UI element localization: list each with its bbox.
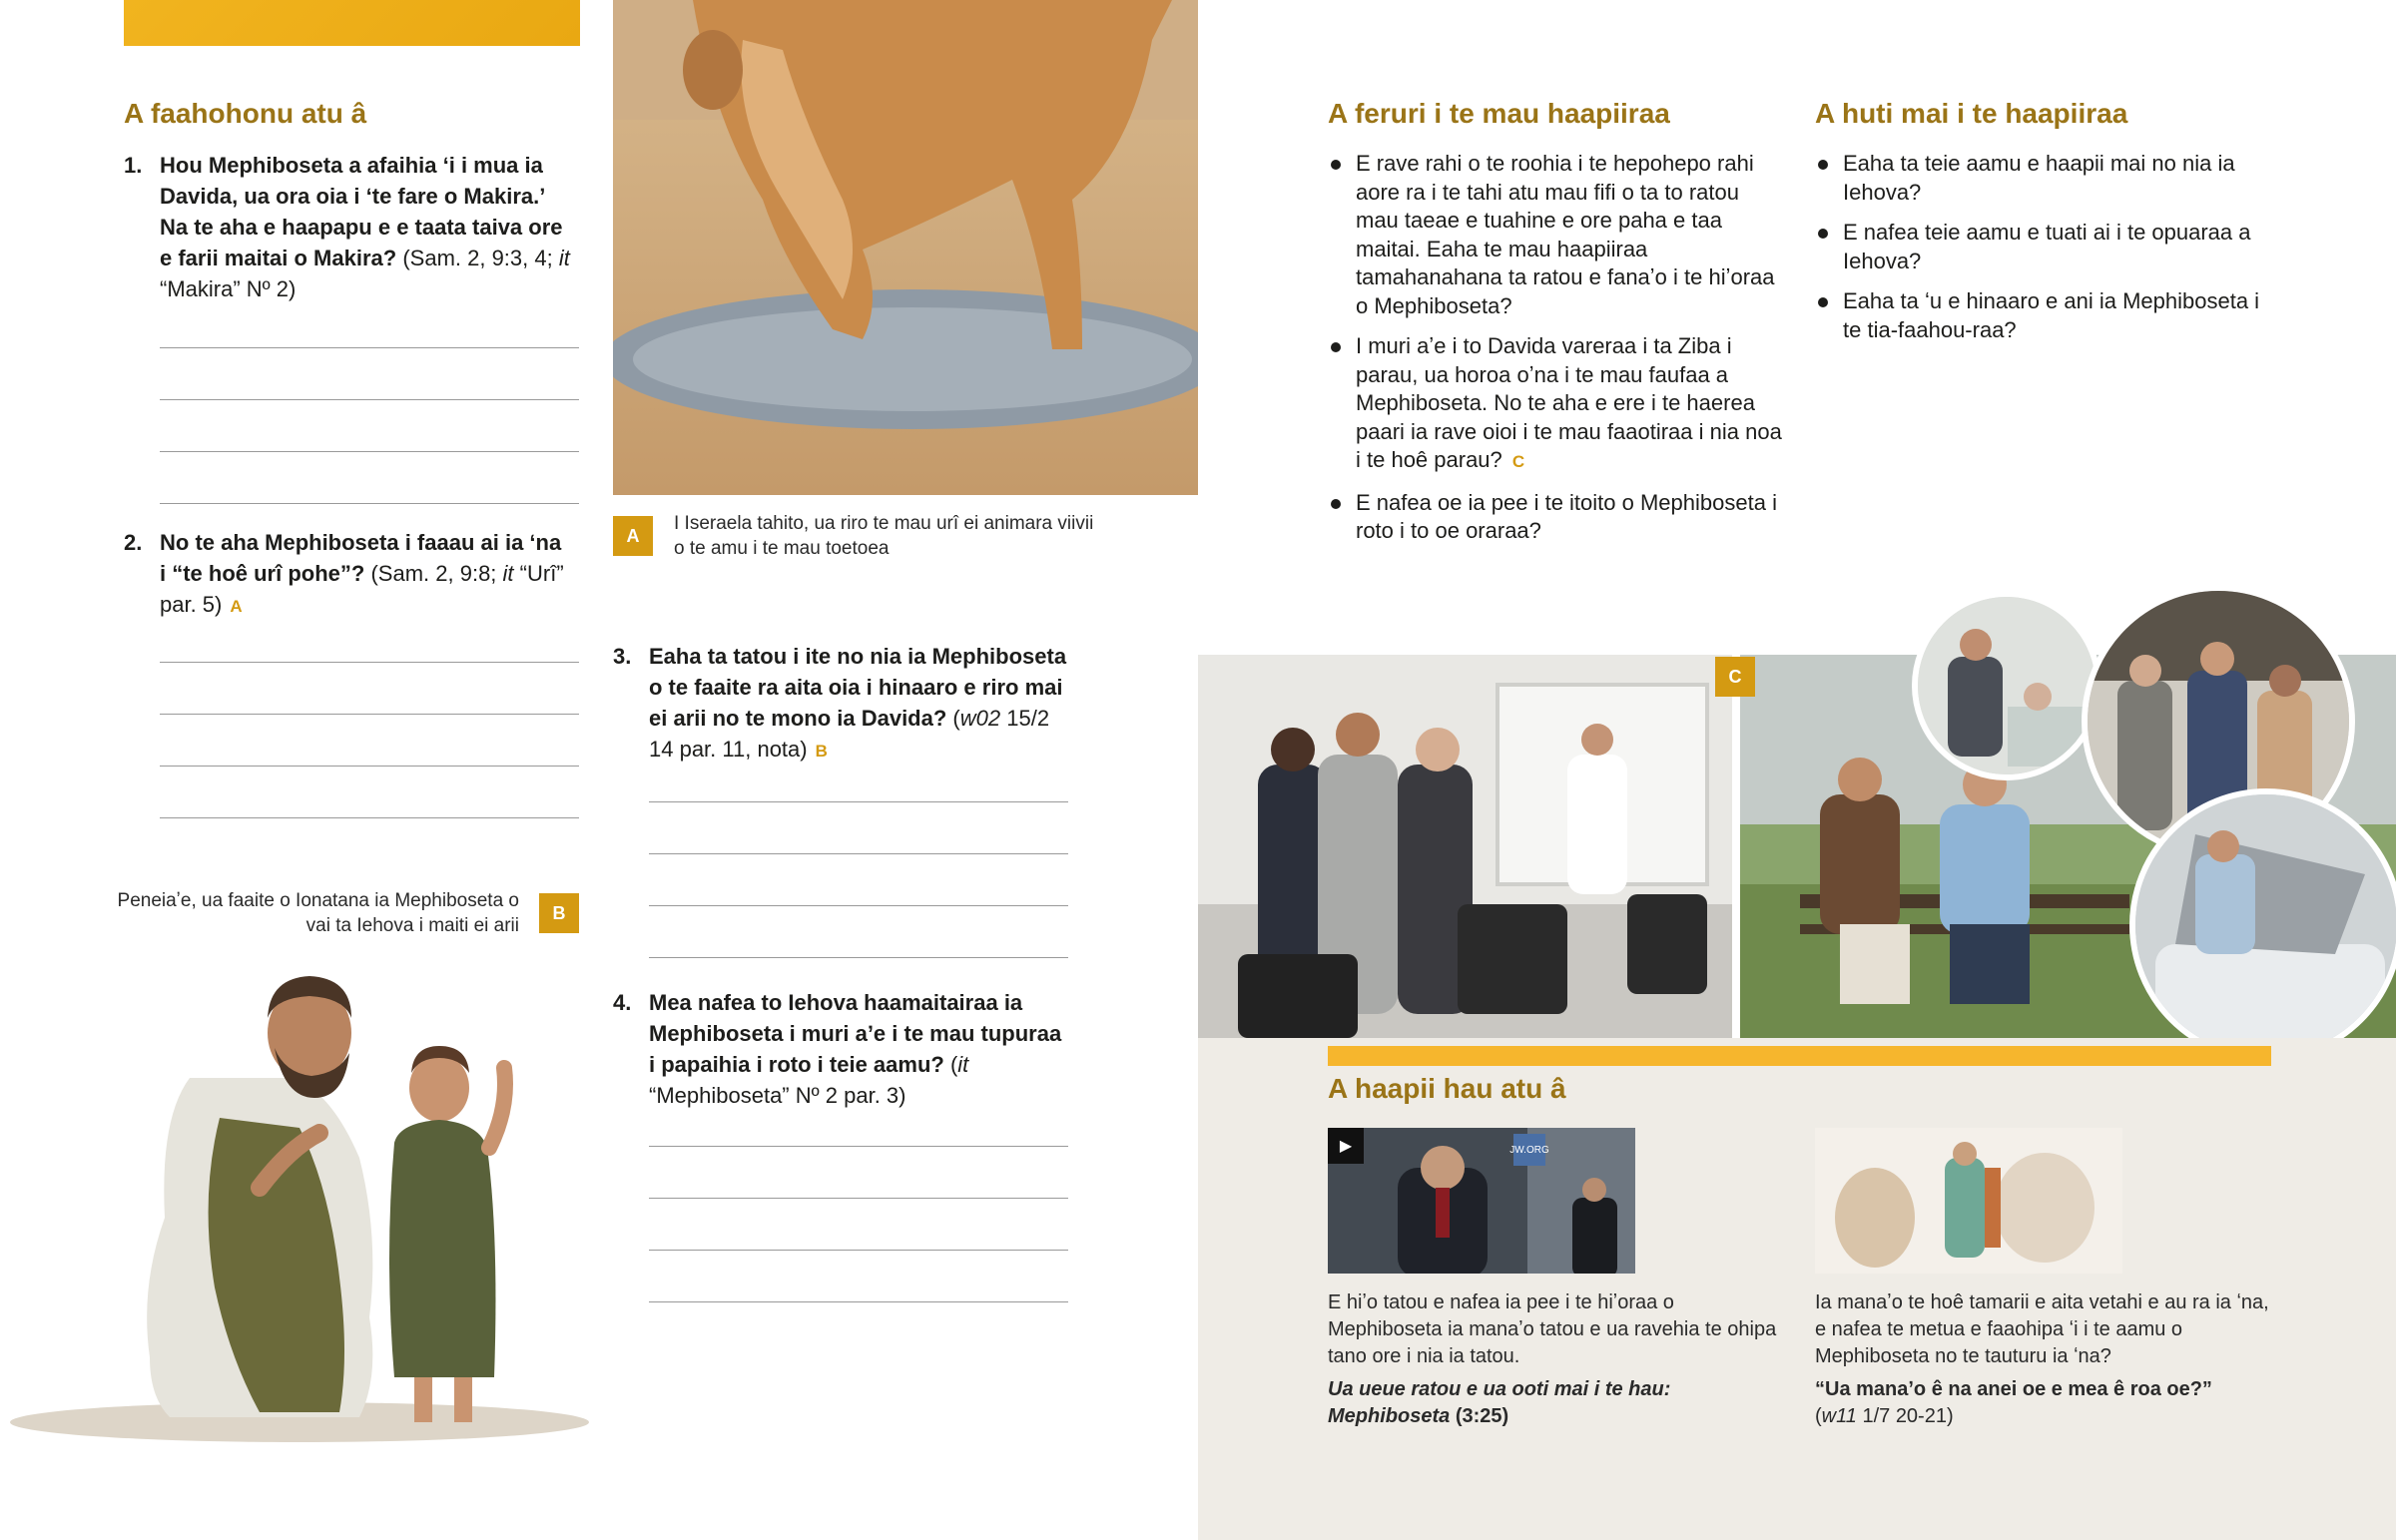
illustration-father-child xyxy=(0,958,609,1477)
inset-photo-car xyxy=(2129,788,2396,1062)
question-4-text: Mea nafea to Iehova haamaitairaa ia Mephiboseta i muri aʼe i te mau tupuraa i papaihia i roto i teie aamu? xyxy=(649,990,1062,1077)
answer-lines-4[interactable] xyxy=(649,1138,1068,1307)
question-3: 3. Eaha ta tatou i ite no nia ia Mephiboseta o te faaite ra aita oia i hinaaro e riro mai ei arii no te mono ia Davida? (w02 15/2 14 par. 11, nota) B xyxy=(613,641,1072,767)
further-study-bar xyxy=(1328,1046,2271,1066)
question-2-ref-it: it xyxy=(502,561,514,586)
question-1-number: 1. xyxy=(124,153,143,178)
question-1-text: Hou Mephiboseta a afaihia ʻi i mua ia Davida, ua ora oia i ʻte fare o Makira.ʼ Na te aha e haapapu e e taata taiva ore e farii maitai o Makira? xyxy=(160,153,563,270)
card-1-duration: (3:25) xyxy=(1455,1405,1509,1427)
question-2 xyxy=(124,527,573,622)
section-heading-feruri: A feruri i te mau haapiiraa xyxy=(1328,98,1670,129)
card-2-ref-it: w11 xyxy=(1821,1405,1857,1427)
video-thumbnail[interactable] xyxy=(1328,1128,1635,1274)
question-3-ref: 15/2 14 par. 11, nota) xyxy=(649,706,1050,762)
feruri-bullet-2-letter: C xyxy=(1511,452,1525,471)
huti-bullet-1: Eaha ta teie aamu e haapii mai no nia ia Iehova? xyxy=(1815,150,2274,207)
feruri-bullet-2: I muri aʼe i to Davida vareraa i ta Ziba i parau, ua horoa oʼna i te mau faufaa a Mephiboseta. No te aha e ere i te haerea paari ia rave oioi i te mau faaotiraa i nia noa i te hoê parau? C xyxy=(1328,332,1787,477)
huti-bullet-2: E nafea teie aamu e tuati ai i te opuaraa a Iehova? xyxy=(1815,219,2274,275)
feruri-bullet-3: E nafea oe ia pee i te itoito o Mephiboseta i roto i to oe oraraa? xyxy=(1328,489,1787,546)
question-3-letter: B xyxy=(815,742,828,761)
question-3-text: Eaha ta tatou i ite no nia ia Mephiboseta o te faaite ra aita oia i hinaaro e riro mai ei arii no te mono ia Davida? xyxy=(649,644,1067,731)
huti-bullet-3: Eaha ta ʻu e hinaaro e ani ia Mephiboseta i te tia-faahou-raa? xyxy=(1815,287,2274,344)
play-icon[interactable]: ▶ xyxy=(1328,1128,1364,1164)
card-2-ref: 1/7 20-21) xyxy=(1862,1405,1954,1427)
photo-dog-drinking xyxy=(613,0,1198,495)
card-2-text: Ia manaʼo te hoê tamarii e aita vetahi e au ra ia ʻna, e nafea te metua e faaohipa ʻi i te aamu o Mephiboseta no te tauturu ia ʻna? “Ua manaʼo ê na anei oe e mea ê roa oe?” (w11 1/7 20-21) xyxy=(1815,1289,2274,1430)
section-heading-huti: A huti mai i te haapiiraa xyxy=(1815,98,2128,129)
caption-a-tag: A xyxy=(613,516,653,556)
card-1-description: E hiʼo tatou e nafea ia pee i te hiʼoraa o Mephiboseta ia manaʼo tatou e ua ravehia te ohipa tano ore i nia ia tatou. xyxy=(1328,1291,1777,1367)
question-2-number: 2. xyxy=(124,530,143,555)
question-2-ref-2: “Urî” par. 5) xyxy=(160,561,564,617)
section-heading-faahohonu: A faahohonu atu â xyxy=(124,98,367,129)
question-1-ref-it: it xyxy=(558,246,570,270)
answer-lines-3[interactable] xyxy=(649,793,1068,963)
huti-bullets xyxy=(1815,150,2274,356)
card-1-text xyxy=(1328,1289,1787,1430)
question-4-number: 4. xyxy=(613,990,632,1015)
question-2-ref: (Sam. 2, 9:8; xyxy=(370,561,497,586)
caption-b-tag: B xyxy=(539,893,579,933)
caption-b: Peneiaʼe, ua faaite o Ionatana ia Mephiboseta o vai ta Iehova i maiti ei arii xyxy=(117,890,519,936)
section-heading-haapii: A haapii hau atu â xyxy=(1328,1073,1566,1104)
question-3-ref-it: w02 xyxy=(959,706,1001,731)
article-thumbnail[interactable] xyxy=(1815,1128,2122,1274)
photo-office-meeting xyxy=(1198,655,1732,1038)
question-1 xyxy=(124,150,573,304)
card-1-title[interactable]: Ua ueue ratou e ua ooti mai i te hau: Mephiboseta xyxy=(1328,1378,1671,1427)
question-4: 4. Mea nafea to Iehova haamaitairaa ia Mephiboseta i muri aʼe i te mau tupuraa i papaihia i roto i teie aamu? (it “Mephiboseta” Nº 2 par. 3) xyxy=(613,987,1072,1111)
card-2-description: Ia manaʼo te hoê tamarii e aita vetahi e au ra ia ʻna, e nafea te metua e faaohipa ʻi i te aamu o Mephiboseta no te tauturu ia ʻna? xyxy=(1815,1291,2269,1367)
photo-c-tag: C xyxy=(1715,657,1755,697)
question-2-text: No te aha Mephiboseta i faaau ai ia ʻna i “te hoê urî pohe”? xyxy=(160,530,562,586)
answer-lines-2[interactable] xyxy=(160,654,579,823)
question-2-letter: A xyxy=(230,597,243,616)
question-1-ref-2: “Makira” Nº 2) xyxy=(160,276,297,301)
caption-a: I Iseraela tahito, ua riro te mau urî ei animara viivii o te amu i te mau toetoea xyxy=(674,513,1094,559)
card-2-title[interactable]: “Ua manaʼo ê na anei oe e mea ê roa oe?” xyxy=(1815,1378,2212,1400)
photo-divider xyxy=(1732,655,1740,1038)
inset-photo-hospital xyxy=(1912,591,2101,780)
feruri-bullets xyxy=(1328,150,1787,558)
header-yellow-band xyxy=(124,0,580,46)
question-4-ref-it: it xyxy=(957,1052,969,1077)
question-3-number: 3. xyxy=(613,644,632,669)
jw-org-badge: JW.ORG xyxy=(1513,1134,1545,1166)
feruri-bullet-1: E rave rahi o te roohia i te hepohepo rahi aore ra i te tahi atu mau fifi o ta to ratou mau taeae e tuahine e ore paha e taa maitai. Eaha te mau haapiiraa tamahanahana ta ratou e fanaʼo i te hiʼoraa o Mephiboseta? xyxy=(1328,150,1787,320)
question-1-ref: (Sam. 2, 9:3, 4; xyxy=(402,246,553,270)
question-4-ref: “Mephiboseta” Nº 2 par. 3) xyxy=(649,1083,906,1108)
answer-lines-1[interactable] xyxy=(160,339,579,509)
